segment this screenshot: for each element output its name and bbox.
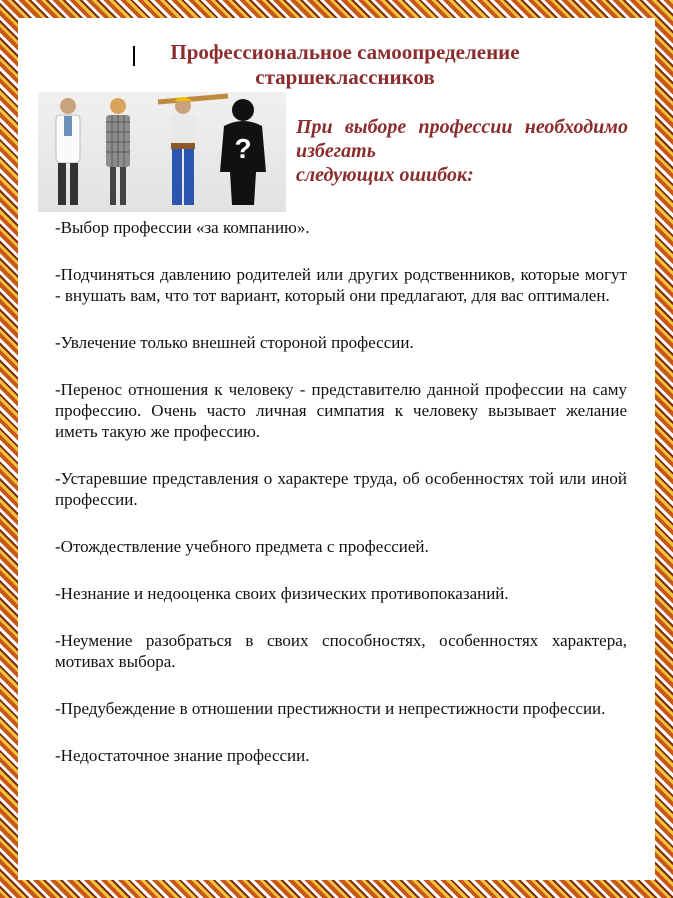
- list-item: -Перенос отношения к человеку - представителю данной профессии на саму профессию. Очень часто личная симпатия к человеку вызывает желание иметь такую же профессию.: [55, 380, 627, 441]
- doctor-figure-icon: [56, 98, 80, 205]
- subtitle: [296, 115, 628, 187]
- professions-illustration: [38, 92, 286, 212]
- list-item: -Неумение разобраться в своих способностях, особенностях характера, мотивах выбора.: [55, 631, 627, 671]
- list-item: -Предубеждение в отношении престижности и непрестижности профессии.: [55, 699, 606, 718]
- list-item: -Устаревшие представления о характере труда, об особенностях той или иной профессии.: [55, 469, 627, 509]
- list-item: -Отождествление учебного предмета с профессией.: [55, 537, 429, 556]
- list-item: -Подчиняться давлению родителей или других родственников, которые могут - внушать вам, что тот вариант, который они предлагают, для вас оптимален.: [55, 265, 627, 305]
- list-item: -Выбор профессии «за компанию».: [55, 218, 310, 237]
- question-silhouette-icon: [220, 99, 266, 205]
- svg-text:?: ?: [234, 133, 252, 164]
- mistakes-list: [55, 217, 627, 792]
- subtitle-line: При выборе профессии необходимо избегать: [296, 116, 628, 162]
- teacher-figure-icon: [106, 98, 130, 205]
- list-item: -Увлечение только внешней стороной профессии.: [55, 333, 414, 352]
- page-title: Профессиональное самоопределение старшеклассников: [170, 40, 520, 89]
- subtitle-line: следующих ошибок:: [296, 164, 474, 186]
- list-item: -Незнание и недооценка своих физических противопоказаний.: [55, 584, 509, 603]
- worker-figure-icon: [158, 96, 228, 205]
- list-item: -Недостаточное знание профессии.: [55, 746, 310, 765]
